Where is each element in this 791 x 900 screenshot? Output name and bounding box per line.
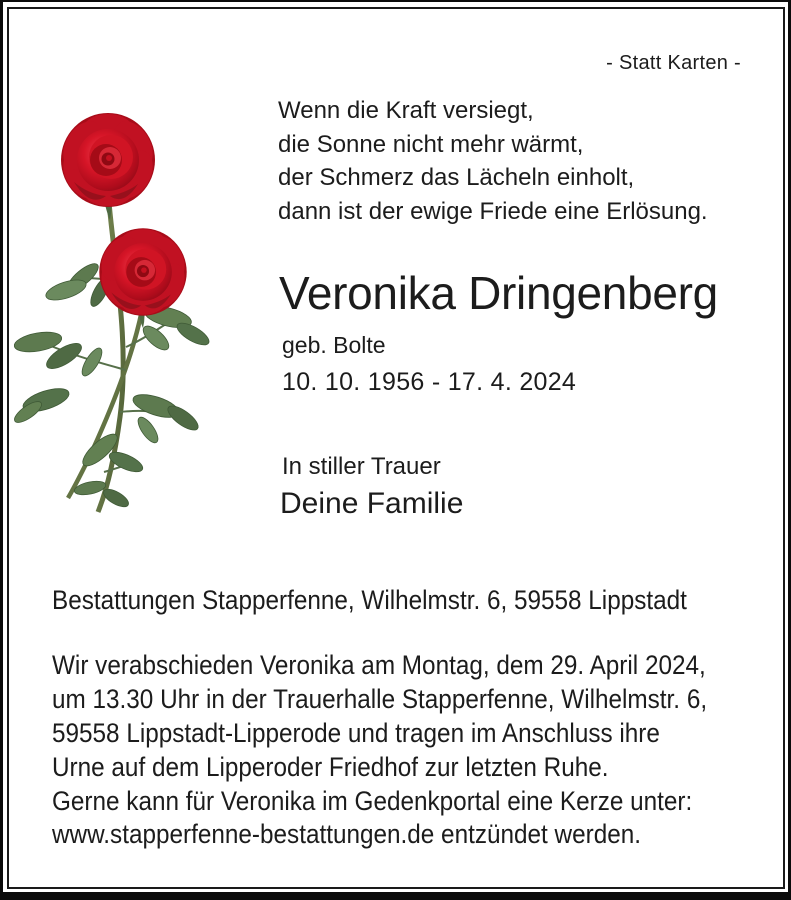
poem-line: der Schmerz das Lächeln einholt, [278, 164, 635, 191]
poem-line: die Sonne nicht mehr wärmt, [278, 130, 584, 158]
announcement-line: um 13.30 Uhr in der Trauerhalle Stapperfenne, Wilhelmstr. 6, [52, 684, 708, 714]
announcement-line: Wir verabschieden Veronika am Montag, dem 29. April 2024, [52, 650, 706, 680]
funeral-announcement [52, 648, 780, 784]
memorial-note [52, 785, 763, 851]
birth-name: geb. Bolte [282, 332, 386, 358]
poem-line: Wenn die Kraft versiegt, [278, 97, 534, 124]
poem [278, 94, 708, 228]
red-roses-image [8, 112, 218, 522]
deceased-name: Veronika Dringenberg [279, 267, 718, 319]
mourning-family: Deine Familie [280, 487, 464, 520]
life-dates: 10. 10. 1956 - 17. 4. 2024 [282, 368, 577, 396]
statt-karten-label: - Statt Karten - [606, 52, 741, 74]
announcement-line: Urne auf dem Lipperoder Friedhof zur letzten Ruhe. [52, 752, 609, 782]
mourning-phrase: In stiller Trauer [282, 453, 441, 480]
announcement-line: 59558 Lippstadt-Lipperode und tragen im Anschluss ihre [52, 718, 660, 748]
funeral-home-address-text: Bestattungen Stapperfenne, Wilhelmstr. 6, 59558 Lippstadt [52, 585, 687, 615]
poem-line: dann ist der ewige Friede eine Erlösung. [278, 197, 708, 225]
funeral-home-address [52, 585, 757, 616]
memorial-line: Gerne kann für Veronika im Gedenkportal eine Kerze unter: [52, 786, 693, 816]
memorial-line: www.stapperfenne-bestattungen.de entzündet werden. [52, 819, 642, 849]
